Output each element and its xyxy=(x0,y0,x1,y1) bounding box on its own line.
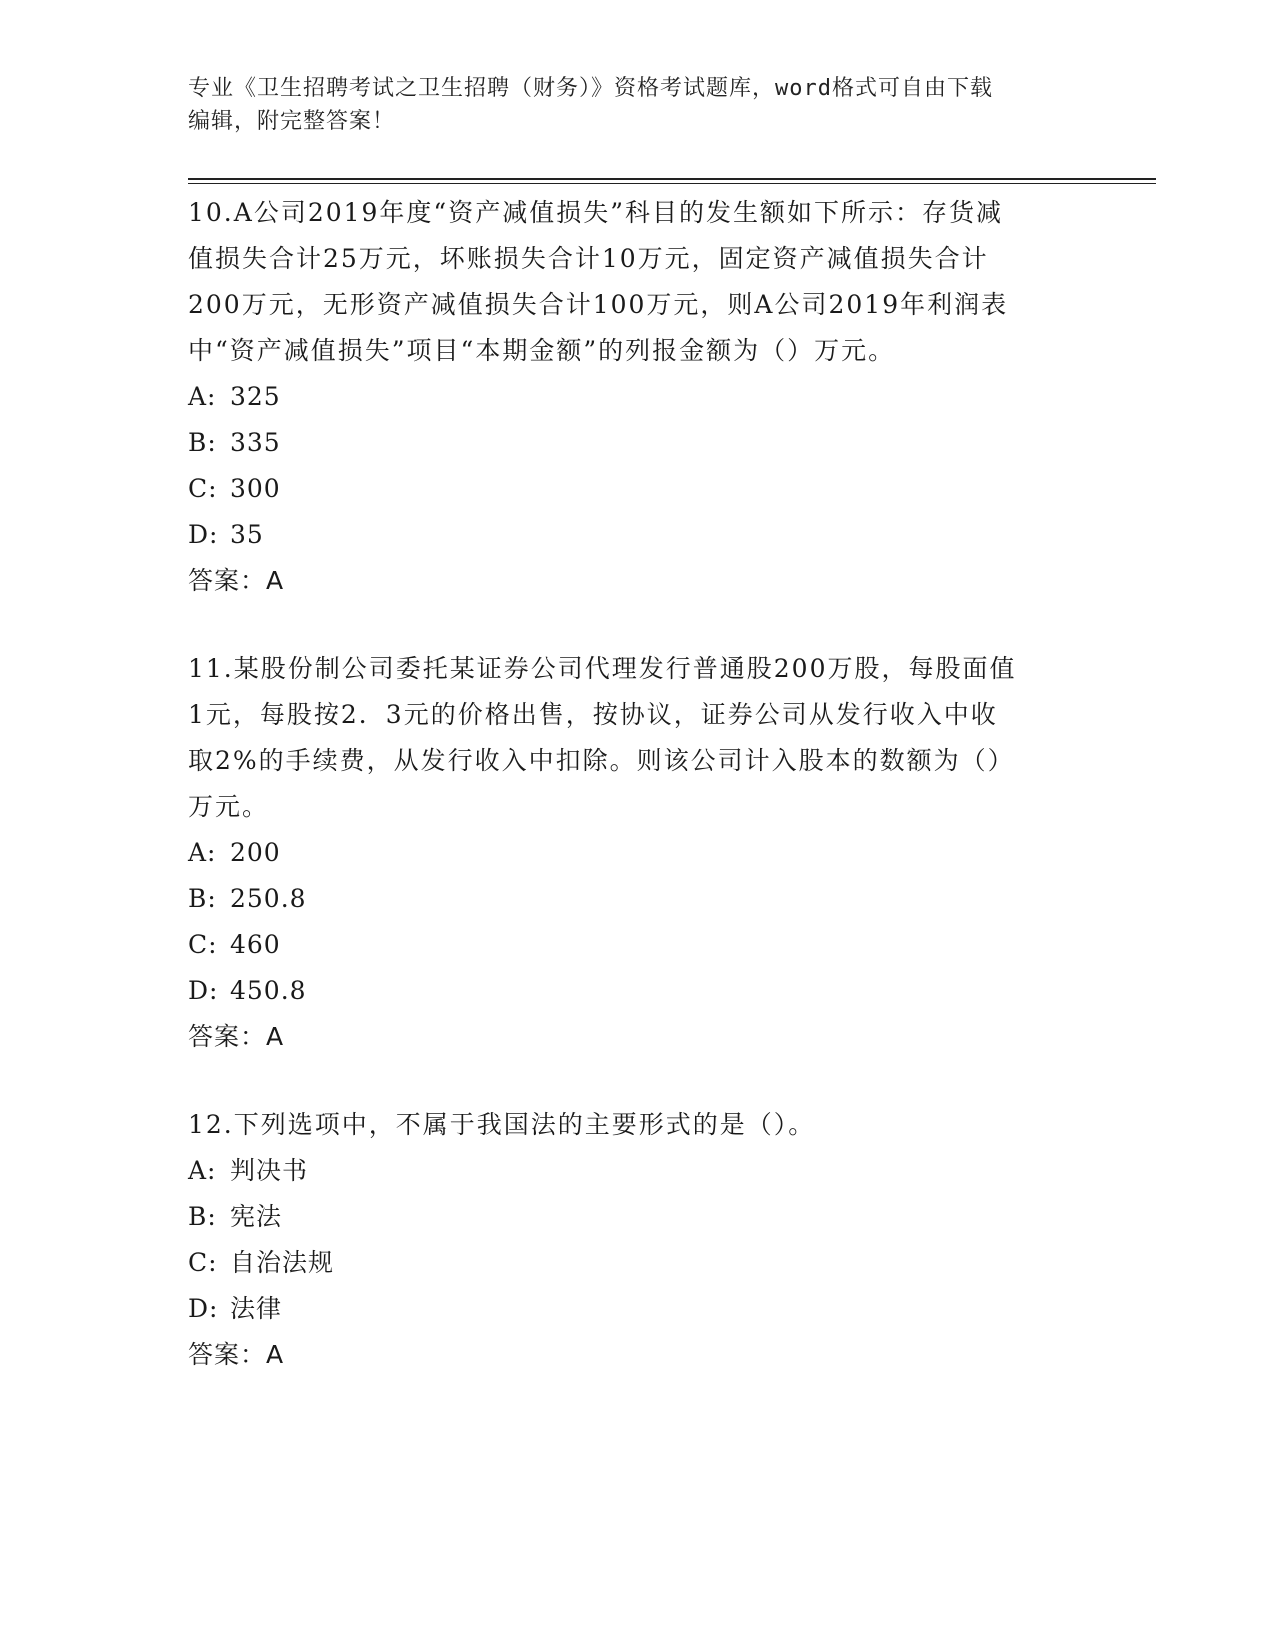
answer-label: 答案：A xyxy=(188,1340,285,1369)
option-key: C: xyxy=(188,1248,218,1277)
option-c xyxy=(188,466,1088,512)
question-stem-line: 中“资产减值损失”项目“本期金额”的列报金额为（）万元。 xyxy=(188,336,896,365)
option-a xyxy=(188,374,1088,420)
option-text: 判决书 xyxy=(230,1156,309,1185)
question-12 xyxy=(188,1102,1088,1378)
header-line-2: 编辑，附完整答案！ xyxy=(188,109,396,134)
option-key: A: xyxy=(188,382,217,411)
question-stem-line: 1元，每股按2．3元的价格出售，按协议，证券公司从发行收入中收 xyxy=(188,700,998,729)
option-key: A: xyxy=(188,838,217,867)
question-stem-line: 取2%的手续费，从发行收入中扣除。则该公司计入股本的数额为（） xyxy=(188,746,1015,775)
option-key: C: xyxy=(188,930,218,959)
option-key: D: xyxy=(188,520,219,549)
option-text: 250.8 xyxy=(230,884,307,913)
header-divider-thick xyxy=(188,178,1156,180)
header-divider-thin xyxy=(188,183,1156,184)
question-stem-line: 值损失合计25万元，坏账损失合计10万元，固定资产减值损失合计 xyxy=(188,244,989,273)
question-stem-line: 200万元，无形资产减值损失合计100万元，则A公司2019年利润表 xyxy=(188,290,1009,319)
option-text: 宪法 xyxy=(230,1202,283,1231)
question-11 xyxy=(188,646,1088,1060)
question-10 xyxy=(188,190,1088,604)
option-b xyxy=(188,420,1088,466)
option-a xyxy=(188,1148,1088,1194)
option-key: C: xyxy=(188,474,218,503)
option-key: D: xyxy=(188,1294,219,1323)
option-text: 35 xyxy=(230,520,264,549)
option-text: 335 xyxy=(230,428,281,457)
question-stem-line: 12.下列选项中，不属于我国法的主要形式的是（）。 xyxy=(188,1110,816,1139)
option-a xyxy=(188,830,1088,876)
question-stem-line: 10.A公司2019年度“资产减值损失”科目的发生额如下所示：存货减 xyxy=(188,198,1003,227)
option-c xyxy=(188,1240,1088,1286)
option-d xyxy=(188,512,1088,558)
option-key: B: xyxy=(188,884,217,913)
option-b xyxy=(188,1194,1088,1240)
option-key: B: xyxy=(188,1202,217,1231)
option-text: 法律 xyxy=(230,1294,283,1323)
option-text: 450.8 xyxy=(230,976,307,1005)
option-c xyxy=(188,922,1088,968)
answer-label: 答案：A xyxy=(188,566,285,595)
header-line-1: 专业《卫生招聘考试之卫生招聘（财务）》资格考试题库，word格式可自由下载 xyxy=(188,76,993,101)
option-text: 200 xyxy=(230,838,281,867)
option-text: 460 xyxy=(230,930,281,959)
option-key: A: xyxy=(188,1156,217,1185)
answer-label: 答案：A xyxy=(188,1022,285,1051)
option-key: D: xyxy=(188,976,219,1005)
option-d xyxy=(188,968,1088,1014)
option-text: 自治法规 xyxy=(230,1248,335,1277)
option-text: 325 xyxy=(230,382,281,411)
option-b xyxy=(188,876,1088,922)
option-text: 300 xyxy=(230,474,281,503)
option-key: B: xyxy=(188,428,217,457)
question-stem-line: 11.某股份制公司委托某证券公司代理发行普通股200万股，每股面值 xyxy=(188,654,1017,683)
document-header xyxy=(188,72,1068,138)
question-stem-line: 万元。 xyxy=(188,792,270,821)
option-d xyxy=(188,1286,1088,1332)
